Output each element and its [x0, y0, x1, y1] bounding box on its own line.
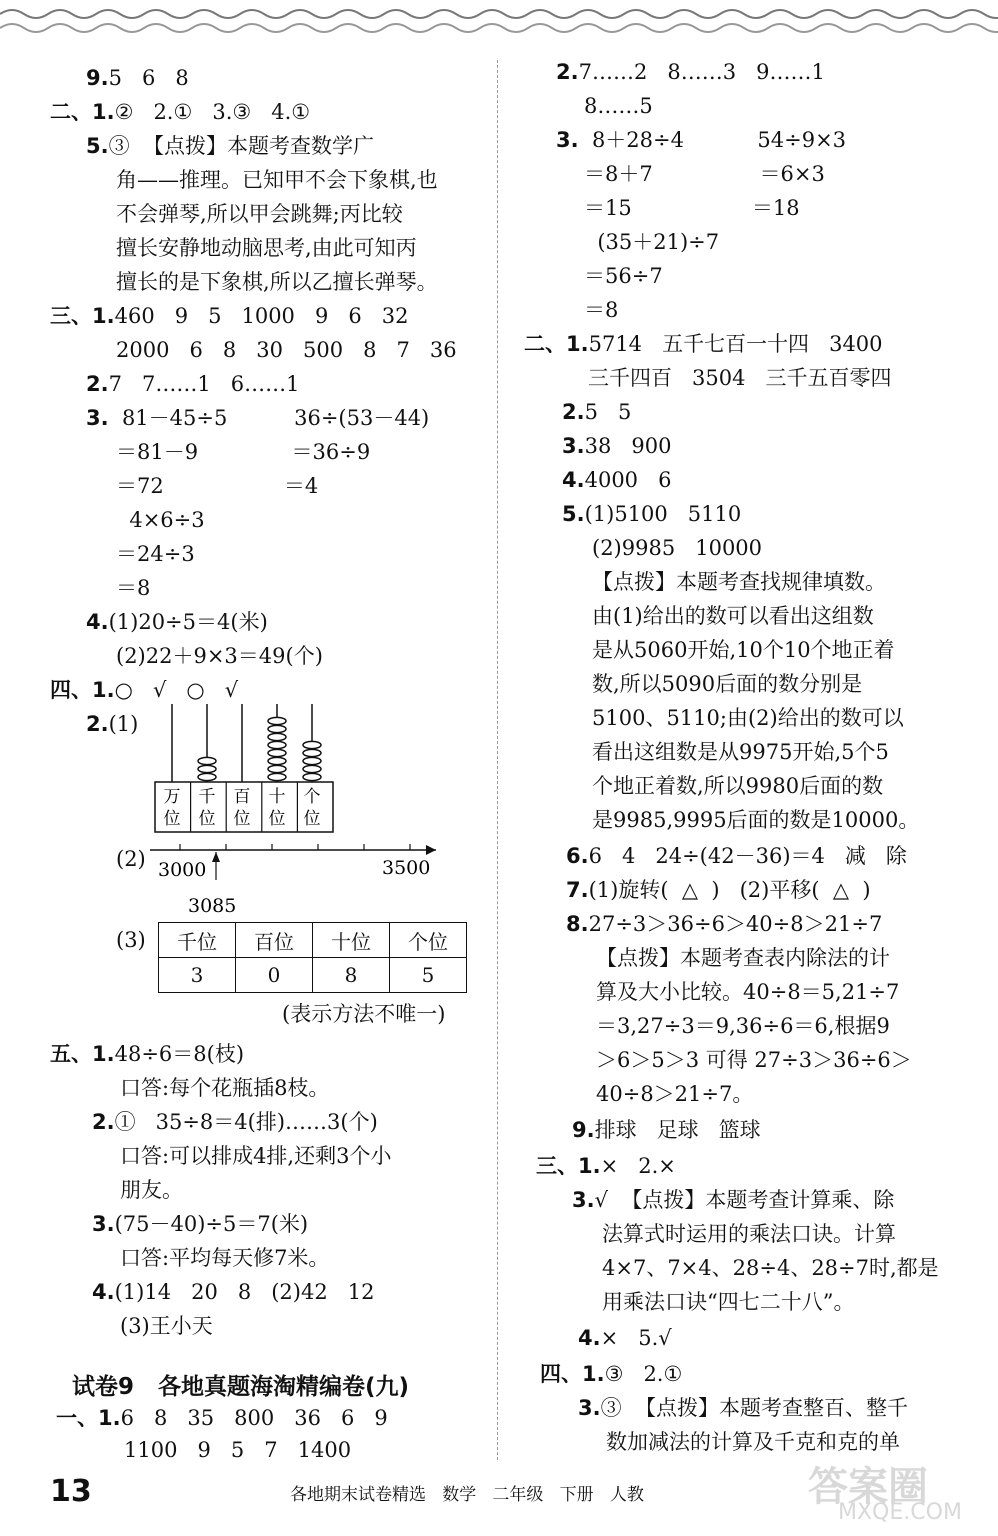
abacus-label: 位 [233, 809, 251, 829]
question-number: 五、1. [50, 1042, 115, 1066]
answer-line [556, 126, 846, 154]
answer-text: (3) [116, 928, 146, 952]
answer-line [86, 710, 138, 738]
answer-line [562, 500, 741, 528]
answer-line [562, 466, 671, 494]
question-number: 三、1. [536, 1154, 601, 1178]
answer-text: (2)9985 10000 [592, 536, 763, 560]
answer-text: 数,所以5090后面的数分别是 [592, 672, 863, 696]
answer-text: 4×7、7×4、28÷4、28÷7时,都是 [602, 1256, 939, 1280]
question-number: 四、1. [50, 678, 115, 702]
answer-line [536, 1152, 676, 1180]
answer-line [540, 1360, 682, 1388]
answer-line [92, 1210, 308, 1238]
answer-text: (1)5100 5110 [584, 502, 742, 526]
answer-line [120, 1244, 329, 1272]
answer-text: (表示方法不唯一) [282, 1002, 446, 1026]
answer-line [592, 806, 919, 834]
answer-text: ＝24÷3 [116, 542, 195, 566]
answer-text: 4×6÷3 [116, 508, 205, 532]
question-number: 2. [86, 712, 109, 736]
answer-line [584, 296, 618, 324]
answer-line [86, 404, 429, 432]
answer-text: × 2.× [600, 1154, 676, 1178]
question-number: 3. [556, 128, 579, 152]
abacus-bead [268, 725, 286, 732]
abacus-label: 千 [198, 787, 216, 807]
question-number: 4. [562, 468, 585, 492]
answer-text: ＝3,27÷3＝9,36÷6＝6,根据9 [596, 1014, 890, 1038]
answer-text: 5100、5110;由(2)给出的数可以 [592, 706, 904, 730]
answer-text: √ 【点拨】本题考查计算乘、除 [594, 1188, 895, 1212]
answer-line [116, 336, 457, 364]
answer-text: 个地正着数,所以9980后面的数 [592, 774, 884, 798]
answer-text: 2000 6 8 30 500 8 7 36 [116, 338, 457, 362]
answer-line [116, 234, 417, 262]
answer-line [566, 876, 871, 904]
answer-text: 【点拨】本题考查找规律填数。 [592, 570, 886, 594]
answer-line [578, 1394, 908, 1422]
answer-line [602, 1254, 939, 1282]
answer-line [120, 1074, 329, 1102]
question-number: 2. [562, 400, 585, 424]
answer-line [86, 370, 299, 398]
answer-line [606, 1428, 900, 1456]
answer-text: 4000 6 [584, 468, 672, 492]
question-number: 4. [92, 1280, 115, 1304]
answer-line [50, 676, 238, 704]
answer-line [562, 432, 671, 460]
answer-text: 1100 9 5 7 1400 [124, 1438, 352, 1462]
answer-text: 法算式时运用的乘法口诀。计算 [602, 1222, 896, 1246]
answer-text: ① 35÷8＝4(排)……3(个) [114, 1110, 378, 1134]
answer-text: ＝15 ＝18 [584, 196, 800, 220]
answer-line [602, 1220, 896, 1248]
abacus-label: 百 [233, 787, 251, 807]
answer-line [592, 704, 904, 732]
answer-line [116, 642, 323, 670]
abacus-bead [303, 749, 321, 756]
answer-line [566, 842, 907, 870]
abacus-bead [303, 765, 321, 772]
answer-text: 擅长的是下象棋,所以乙擅长弹琴。 [116, 270, 438, 294]
table-header: 十位 [313, 923, 390, 958]
answer-text: 48÷6＝8(枝) [114, 1042, 245, 1066]
answer-text: 口答:每个花瓶插8枝。 [120, 1076, 330, 1100]
abacus-label: 位 [163, 809, 181, 829]
question-number: 3. [92, 1212, 115, 1236]
answer-text: 8……5 [584, 94, 653, 118]
answer-text: 81－45÷5 36÷(53－44) [108, 406, 430, 430]
question-number: 3. [86, 406, 109, 430]
answer-line [50, 98, 310, 126]
abacus-bead [303, 757, 321, 764]
section-heading: 试卷9 各地真题海淘精编卷(九) [72, 1374, 410, 1400]
question-number: 一、1. [56, 1406, 121, 1430]
answer-line [116, 506, 205, 534]
abacus-bead [268, 733, 286, 740]
answer-line [282, 1000, 445, 1028]
answer-line [86, 132, 374, 160]
question-number: 9. [572, 1118, 595, 1142]
answer-text: (75－40)÷5＝7(米) [114, 1212, 309, 1236]
answer-text: 是从5060开始,10个10个地正着 [592, 638, 895, 662]
answer-line [588, 364, 892, 392]
answer-line [120, 1176, 183, 1204]
answer-line [116, 540, 195, 568]
answer-line [120, 1312, 213, 1340]
answer-text: 擅长安静地动脑思考,由此可知丙 [116, 236, 417, 260]
answer-line [578, 1324, 672, 1352]
abacus-bead [268, 717, 286, 724]
place-value-table [158, 922, 467, 993]
question-number: 四、1. [540, 1362, 605, 1386]
abacus-bead [303, 741, 321, 748]
answer-text: × 5.√ [600, 1326, 672, 1350]
abacus-bead [268, 757, 286, 764]
abacus-bead [198, 773, 216, 780]
abacus-bead [303, 773, 321, 780]
abacus-label: 十 [268, 787, 286, 807]
answer-text: 看出这组数是从9975开始,5个5 [592, 740, 889, 764]
answer-line [592, 636, 895, 664]
question-number: 2. [556, 60, 579, 84]
answer-line [596, 1080, 753, 1108]
table-cell: 5 [390, 958, 467, 993]
answer-line [116, 926, 146, 954]
answer-text: (35＋21)÷7 [584, 230, 720, 254]
answer-text: 口答:平均每天修7米。 [120, 1246, 330, 1270]
answer-line [602, 1288, 854, 1316]
answer-text: ＞6＞5＞3 可得 27÷3＞36÷6＞ [596, 1048, 912, 1072]
question-number: 3. [578, 1396, 601, 1420]
answer-text: 6 8 35 800 36 6 9 [120, 1406, 388, 1430]
answer-text: 5 5 [584, 400, 632, 424]
question-number: 3. [562, 434, 585, 458]
answer-line [116, 574, 150, 602]
page-number: 13 [50, 1474, 92, 1509]
abacus-label: 位 [198, 809, 216, 829]
question-number: 6. [566, 844, 589, 868]
answer-line [592, 670, 862, 698]
answer-text: 38 900 [584, 434, 672, 458]
answer-text: ○ √ ○ √ [114, 678, 239, 702]
answer-text: ＝81－9 ＝36÷9 [116, 440, 371, 464]
answer-line [584, 92, 653, 120]
answer-line [562, 398, 631, 426]
answer-text: 由(1)给出的数可以看出这组数 [592, 604, 874, 628]
answer-line [124, 1436, 351, 1464]
answer-text: ③ 2.① [604, 1362, 683, 1386]
abacus-bead [268, 749, 286, 756]
answer-line [116, 438, 370, 466]
top-wave-border [0, 0, 998, 50]
answer-text: 是9985,9995后面的数是10000。 [592, 808, 920, 832]
number-line-marker: 3085 [188, 895, 237, 917]
answer-text: 口答:可以排成4排,还剩3个小 [120, 1144, 392, 1168]
question-number: 7. [566, 878, 589, 902]
abacus-label: 万 [163, 787, 181, 807]
answer-line [596, 1046, 912, 1074]
answer-text: 排球 足球 篮球 [594, 1118, 761, 1142]
answer-text: (2) [116, 847, 146, 871]
answer-text: (1)20÷5＝4(米) [108, 610, 268, 634]
answer-line [116, 472, 318, 500]
abacus-bead [198, 765, 216, 772]
answer-line [592, 738, 889, 766]
answer-text: 【点拨】本题考查表内除法的计 [596, 946, 890, 970]
answer-line [596, 944, 890, 972]
answer-line [86, 608, 268, 636]
answer-line [592, 772, 883, 800]
answer-line [592, 534, 762, 562]
table-cell: 8 [313, 958, 390, 993]
answer-text: 27÷3＞36÷6＞40÷8＞21÷7 [588, 912, 883, 936]
number-line-start: 3000 [158, 859, 207, 881]
answer-line [92, 1278, 374, 1306]
watermark-url: MXQE.COM [838, 1500, 962, 1525]
abacus-bead [268, 765, 286, 772]
table-header: 千位 [159, 923, 236, 958]
answer-text: ② 2.① 3.③ 4.① [114, 100, 311, 124]
question-number: 5. [562, 502, 585, 526]
question-number: 2. [92, 1110, 115, 1134]
answer-text: 数加减法的计算及千克和克的单 [606, 1430, 900, 1454]
answer-text: 算及大小比较。40÷8＝5,21÷7 [596, 980, 900, 1004]
answer-line [116, 200, 403, 228]
answer-text: (1)14 20 8 (2)42 12 [114, 1280, 375, 1304]
answer-line [584, 160, 825, 188]
answer-line [584, 194, 800, 222]
answer-line [56, 1404, 388, 1432]
answer-text: ③ 【点拨】本题考查数学广 [108, 134, 374, 158]
answer-text: 40÷8＞21÷7。 [596, 1082, 754, 1106]
answer-line [592, 602, 874, 630]
number-line-end: 3500 [382, 857, 431, 879]
answer-text: 朋友。 [120, 1178, 183, 1202]
answer-text: 角——推理。已知甲不会下象棋,也 [116, 168, 438, 192]
question-number: 二、1. [50, 100, 115, 124]
answer-text: 460 9 5 1000 9 6 32 [114, 304, 409, 328]
watermark-logo: 答案圈 [808, 1464, 928, 1510]
answer-text: 8＋28÷4 54÷9×3 [578, 128, 847, 152]
footer-text: 各地期末试卷精选 数学 二年级 下册 人教 [290, 1485, 644, 1505]
question-number: 9. [86, 66, 109, 90]
table-header: 百位 [236, 923, 313, 958]
question-number: 4. [86, 610, 109, 634]
question-number: 4. [578, 1326, 601, 1350]
answer-line [556, 58, 825, 86]
answer-line [50, 302, 408, 330]
abacus-label: 位 [268, 809, 286, 829]
answer-line [584, 228, 719, 256]
question-number: 3. [572, 1188, 595, 1212]
answer-line [92, 1108, 378, 1136]
answer-text: ③ 【点拨】本题考查整百、整千 [600, 1396, 908, 1420]
answer-line [524, 330, 883, 358]
answer-text: 7……2 8……3 9……1 [578, 60, 825, 84]
answer-text: ＝56÷7 [584, 264, 663, 288]
answer-text: 三千四百 3504 三千五百零四 [588, 366, 892, 390]
question-number: 2. [86, 372, 109, 396]
answer-text: ＝8 [584, 298, 619, 322]
abacus-bead [268, 741, 286, 748]
answer-text: 7 7……1 6……1 [108, 372, 300, 396]
answer-line [584, 262, 663, 290]
answer-line [50, 1040, 244, 1068]
abacus-diagram [150, 700, 340, 840]
table-cell: 0 [236, 958, 313, 993]
answer-line [116, 166, 438, 194]
answer-text: 5714 五千七百一十四 3400 [588, 332, 883, 356]
table-cell: 3 [159, 958, 236, 993]
answer-line [566, 910, 882, 938]
answer-text: ＝72 ＝4 [116, 474, 319, 498]
answer-text: (1)旋转( △ ) (2)平移( △ ) [588, 878, 871, 902]
abacus-bead [198, 757, 216, 764]
answer-text: 不会弹琴,所以甲会跳舞;丙比较 [116, 202, 403, 226]
abacus-label: 位 [303, 809, 321, 829]
answer-line [596, 978, 899, 1006]
answer-line [572, 1186, 894, 1214]
answer-text: 5 6 8 [108, 66, 189, 90]
answer-text: ＝8 [116, 576, 151, 600]
answer-text: (1) [108, 712, 139, 736]
question-number: 三、1. [50, 304, 115, 328]
answer-text: (2)22＋9×3＝49(个) [116, 644, 323, 668]
answer-text: 用乘法口诀“四七二十八”。 [602, 1290, 855, 1314]
answer-line [116, 845, 146, 873]
answer-text: (3)王小天 [120, 1314, 213, 1338]
question-number: 8. [566, 912, 589, 936]
column-divider [497, 60, 498, 1460]
answer-line [572, 1116, 761, 1144]
answer-line [120, 1142, 391, 1170]
table-header: 个位 [390, 923, 467, 958]
answer-text: ＝8＋7 ＝6×3 [584, 162, 825, 186]
answer-line [596, 1012, 890, 1040]
answer-line [592, 568, 886, 596]
question-number: 二、1. [524, 332, 589, 356]
answer-line [116, 268, 438, 296]
abacus-label: 个 [303, 787, 321, 807]
question-number: 5. [86, 134, 109, 158]
number-line [140, 838, 440, 918]
answer-line [86, 64, 189, 92]
abacus-bead [268, 773, 286, 780]
answer-text: 6 4 24÷(42－36)＝4 减 除 [588, 844, 907, 868]
